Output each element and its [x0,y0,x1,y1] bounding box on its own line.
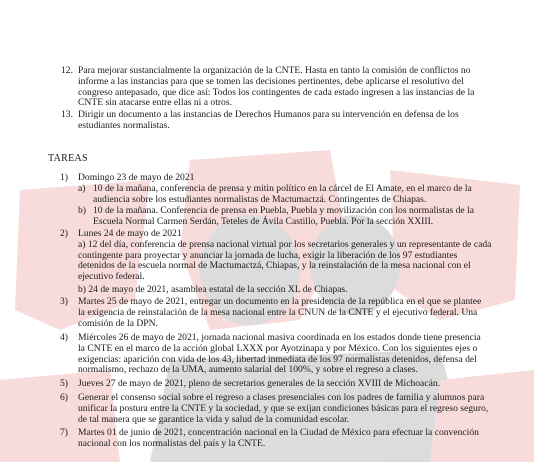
list-item-line: Escuela Normal Carmen Serdán, Teteles de Ávila Castillo, Puebla. Por la sección XXIII. [93,215,434,227]
task-number-6: 6) [60,392,68,403]
task-4 [78,333,498,376]
list-item-line: detenidos de la escuela normal de Mactumactzá, Chiapas, y la reinstalación de la mesa nacional con el [78,260,471,272]
task-number-3: 3) [60,296,68,307]
list-item-line: CNTE sin atacarse entre ellas ni a otros. [78,97,232,109]
list-item-line: Martes 25 de mayo de 2021, entregar un documento en la presidencia de la república en el que se plantee [78,296,482,307]
task-1-sub-a-letter: a) [78,183,86,194]
list-item-line: Dirigir un documento a las instancias de Derechos Humanos para su intervención en defensa de los [78,109,459,120]
section-title-tareas: TAREAS [48,153,88,164]
task-1-sub-a [93,184,503,206]
list-item-line: Miércoles 26 de mayo de 2021, jornada nacional masiva coordinada en los estados donde tiene presencia [78,332,481,343]
list-item-line: a) 12 del día, conferencia de prensa nacional virtual por los secretarios generales y un representante de cada [78,238,492,250]
task-number-4: 4) [60,332,68,343]
list-item-line: ejecutivo federal. [78,271,145,283]
list-item-line: 10 de la mañana. Conferencia de prensa en Puebla, Puebla y movilización con los normalistas de la [93,205,474,216]
list-item-line: audiencia sobre los estudiantes normalistas de Mactumactzá. Contingentes de Chiapas. [93,193,427,205]
list-item-line: Martes 01 de junio de 2021, concentración nacional en la Ciudad de México para efectuar la convención [78,427,479,438]
list-item-line: de tal manera que se garantice la vida y salud de la comunidad escolar. [78,413,350,425]
list-item-line: Para mejorar sustancialmente la organización de la CNTE. Hasta en tanto la comisión de conflictos no [78,65,471,76]
task-2 [78,229,498,296]
list-item-line: comisión de la DPN. [78,317,158,329]
task-1-sub-b [93,206,503,228]
list-item-line: unificar la postura entre la CNTE y la sociedad, y que se exijan condiciones básicas para el regreso seguro, [78,402,489,414]
task-number-2: 2) [60,228,68,239]
list-item-13 [78,110,488,132]
list-item-line: 10 de la mañana, conferencia de prensa y mitin político en la cárcel de El Amate, en el marco de la [93,183,472,194]
list-item-line: b) 24 de mayo de 2021, asamblea estatal de la sección XL de Chiapas. [78,283,348,295]
list-item-line: la exigencia de reinstalación de la mesa nacional entre la CNUN de la CNTE y el ejecutivo federal. Una [78,306,478,318]
list-item-line: contingente para proyectar y anunciar la jornada de lucha, exigir la liberación de los 97 estudiantes [78,249,458,261]
list-item-line: informe a las instancias para que se tomen las decisiones pertinentes, debe aplicarse el resolutivo del [78,75,464,87]
list-number-12: 12. [61,65,73,76]
task-3 [78,297,498,329]
task-number-7: 7) [60,427,68,438]
list-item-line: Generar el consenso social sobre el regreso a clases presenciales con los padres de familia y alumnos para [78,392,485,403]
list-item-line: normalismo, rechazo de la UMA, aumento salarial del 100%, y sobre el regreso a clases. [78,364,418,376]
task-7 [78,428,498,450]
list-item-line: exigencias: aparición con vida de los 43, libertad inmediata de los 97 normalistas detenidos, defensa del [78,353,477,365]
task-number-1: 1) [60,172,68,183]
task-1-heading: Domingo 23 de mayo de 2021 [78,172,195,183]
list-item-line: Lunes 24 de mayo de 2021 [78,228,182,239]
task-1-sub-b-letter: b) [78,205,86,216]
task-number-5: 5) [60,378,68,389]
list-item-line: estudiantes normalistas. [78,119,170,131]
task-6 [78,393,498,425]
list-item-line: congreso antepasado, que dice así: Todos los contingentes de cada estado ingresen a las instancias de la [78,86,475,98]
task-5: Jueves 27 de mayo de 2021, pleno de secretarios generales de la sección XVIII de Michoacán. [78,378,441,389]
list-item-line: la CNTE en el marco de la acción global LXXX por Ayotzinapa y por México. Con los siguientes ejes o [78,342,478,354]
list-number-13: 13. [61,109,73,120]
list-item-line: nacional con los normalistas del país y la CNTE. [78,437,266,449]
list-item-12 [78,66,488,109]
